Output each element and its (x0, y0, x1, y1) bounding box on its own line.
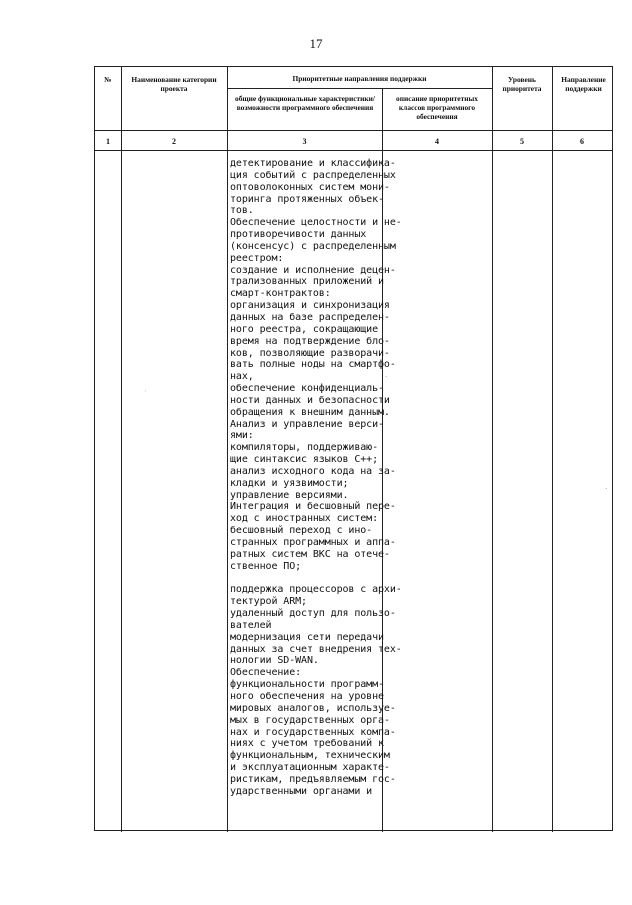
body-line: ударственными органами и (230, 785, 373, 797)
body-line: тектурой ARM; (230, 596, 307, 608)
body-line: ственное ПО; (230, 560, 302, 572)
body-line: обращения к внешним данным. (230, 406, 390, 418)
column-number-6: 6 (580, 137, 584, 146)
body-line: (консенсус) с распределенным (230, 240, 396, 252)
header-category: Наименование категории проекта (131, 75, 217, 93)
body-line: данных на базе распределен- (230, 311, 390, 323)
body-line: создание и исполнение децен- (230, 264, 396, 276)
column-number-4: 4 (435, 137, 439, 146)
body-line: организация и синхронизация (230, 300, 390, 312)
body-line: ход с иностранных систем: (230, 513, 379, 525)
body-line: функциональным, техническим (230, 750, 390, 762)
col-divider-1 (121, 67, 122, 832)
col-divider-2 (227, 67, 228, 832)
body-line: ристикам, предъявляемым гос- (230, 773, 396, 785)
numbering-row-rule (95, 150, 612, 151)
general-characteristics-cell (230, 158, 402, 798)
body-line: вателей (230, 619, 272, 631)
body-line: кладки и уязвимости; (230, 477, 349, 489)
body-line: трализованных приложений и (230, 276, 384, 288)
column-number-3: 3 (302, 137, 307, 146)
body-line: нах и государственных компа- (230, 726, 396, 738)
column-number-5: 5 (520, 137, 524, 146)
body-line: Интеграция и бесшовный пере- (230, 501, 396, 513)
scan-speck: · (605, 485, 608, 493)
body-line: реестром: (230, 252, 284, 264)
body-line: смарт-контрактов: (230, 288, 331, 300)
header-general-characteristics: общие функциональные характеристики/ возможности программного обеспечения (235, 94, 375, 112)
body-line: Анализ и управление верси- (230, 418, 384, 430)
col-divider-4 (492, 67, 493, 832)
body-line: анализ исходного кода на за- (230, 465, 396, 477)
body-line: ями: (230, 430, 254, 442)
body-line: ного обеспечения на уровне (230, 690, 384, 702)
body-line: и эксплуатационным характе- (230, 762, 390, 774)
column-number-2: 2 (172, 137, 176, 146)
body-line: управление версиями. (230, 489, 349, 501)
column-number-1: 1 (106, 137, 110, 146)
header-priority-directions: Приоритетные направления поддержки (292, 74, 427, 83)
body-line: компиляторы, поддерживаю- (230, 442, 379, 454)
body-line: ности данных и безопасности (230, 394, 390, 406)
body-line: удаленный доступ для пользо- (230, 608, 396, 620)
body-line: ков, позволяющие разворачи- (230, 347, 390, 359)
scan-speck: · (385, 373, 388, 381)
header-bottom-rule (95, 130, 612, 131)
page-number: 17 (309, 36, 323, 51)
header-support-direction: Направление поддержки (561, 75, 606, 93)
body-line: нах, (230, 371, 254, 383)
body-line: мировых аналогов, используе- (230, 702, 396, 714)
scan-speck: ˌ (144, 384, 147, 392)
body-line: функциональности программ- (230, 679, 384, 691)
body-line: странных программных и аппа- (230, 537, 396, 548)
body-line: бесшовный переход с ино- (230, 525, 373, 537)
body-line: оптоволоконных систем мони- (230, 181, 390, 193)
group-header-rule (227, 88, 492, 89)
body-line: время на подтверждение бло- (230, 335, 390, 347)
body-line: ного реестра, сокращающие (230, 323, 379, 335)
body-line: данных за счет внедрения тех- (230, 643, 402, 655)
body-line: противоречивости данных (230, 229, 367, 241)
body-line: Обеспечение: (230, 667, 302, 679)
body-line: детектирование и классифика- (230, 158, 396, 169)
body-line: ниях с учетом требований к (230, 738, 384, 750)
header-number: № (104, 75, 112, 84)
body-line: нологии SD-WAN. (230, 655, 319, 667)
header-priority-level: Уровень приоритета (502, 75, 542, 93)
body-line: ратных систем ВКС на отече- (230, 548, 390, 560)
body-line: вать полные ноды на смартфо- (230, 359, 396, 371)
header-class-description: описание приоритетных классов программного обеспечения (396, 94, 478, 121)
body-line: обеспечение конфиденциаль- (230, 383, 384, 395)
body-line: Обеспечение целостности и не- (230, 217, 402, 229)
body-line: модернизация сети передачи (230, 631, 384, 643)
body-line: торинга протяженных объек- (230, 193, 384, 205)
col-divider-5 (552, 67, 553, 832)
priority-table (94, 66, 613, 831)
body-line: щие синтаксис языков C++; (230, 454, 379, 466)
body-line: тов. (230, 205, 254, 217)
body-line: мых в государственных орга- (230, 714, 390, 726)
body-line: поддержка процессоров с архи- (230, 584, 402, 596)
body-line: ция событий с распределенных (230, 169, 396, 181)
